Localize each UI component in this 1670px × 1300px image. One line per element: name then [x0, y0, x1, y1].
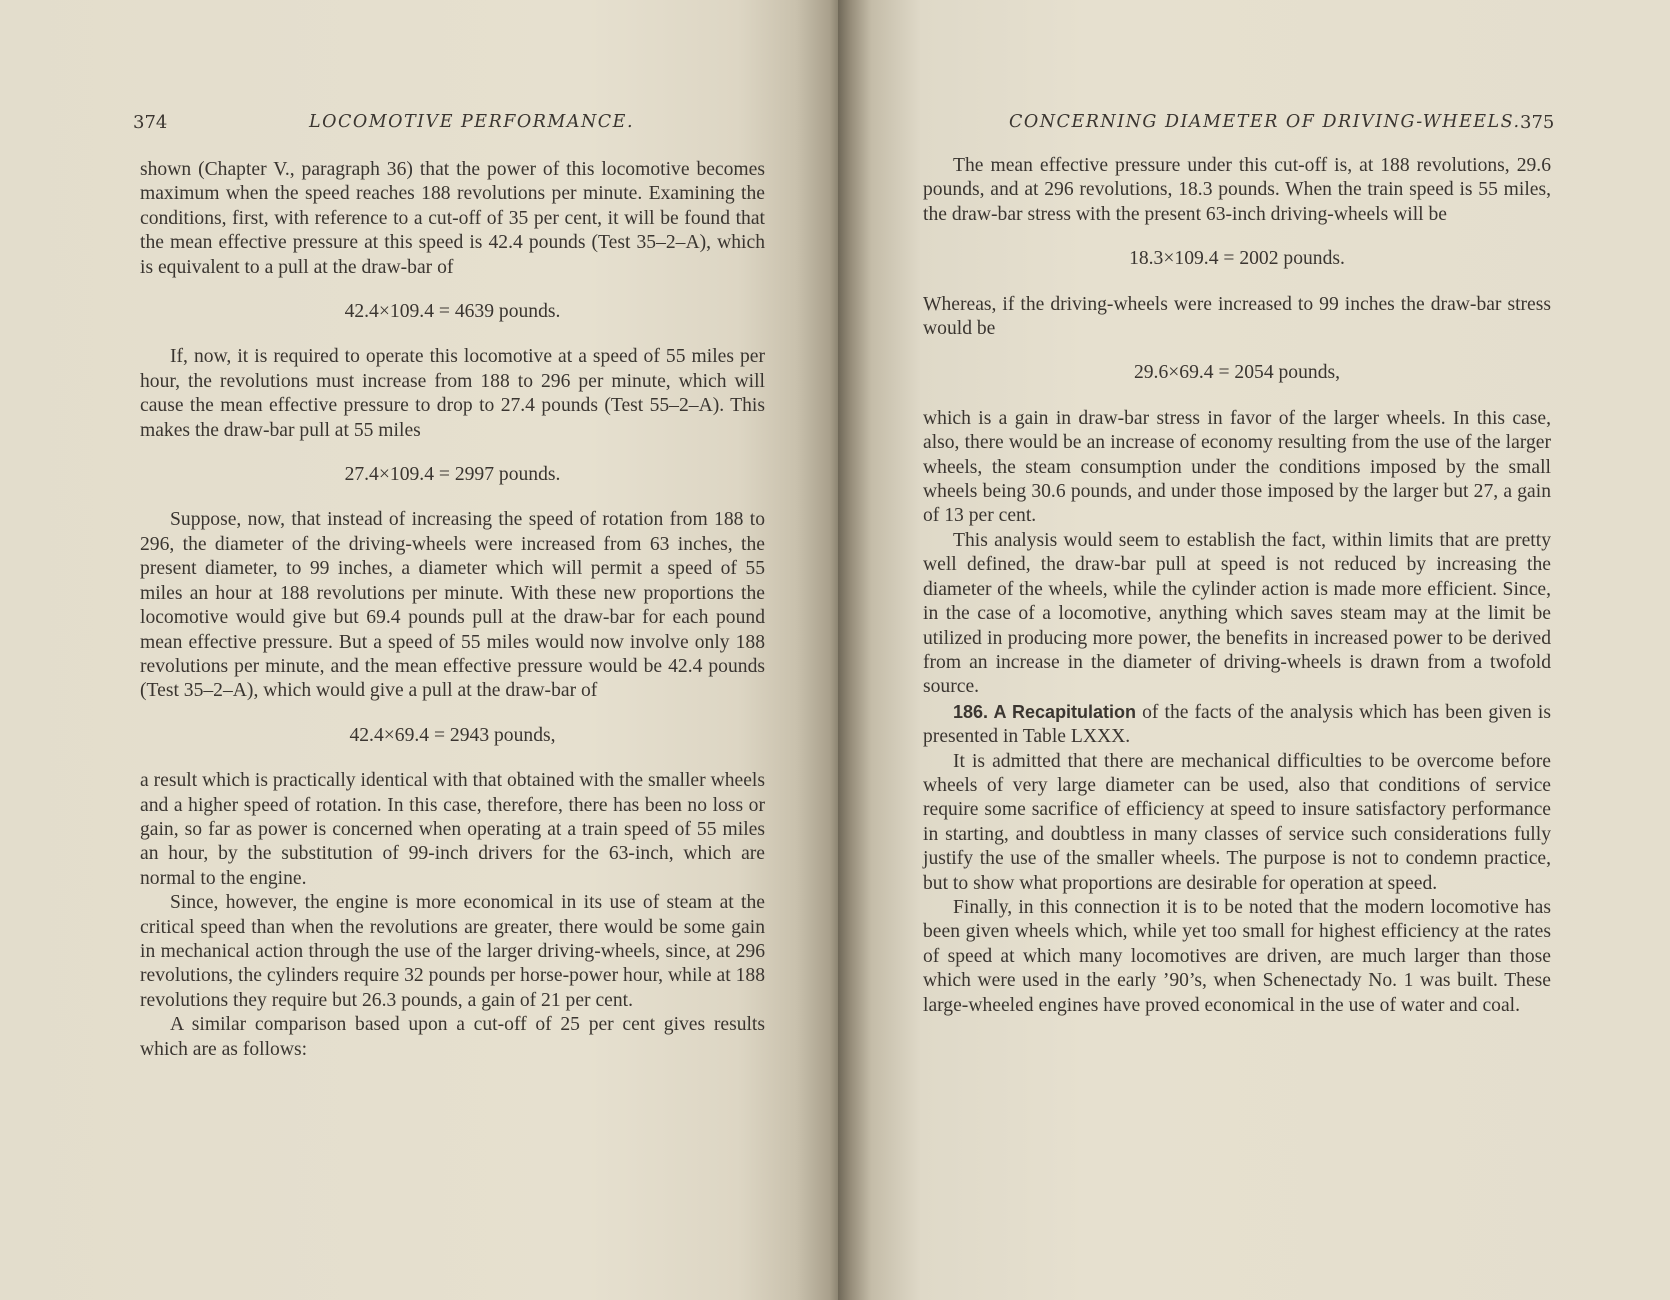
body-text [923, 154, 1551, 1018]
equation: 29.6×69.4 = 2054 pounds, [1133, 362, 1341, 384]
body-text [140, 158, 765, 1062]
section-paragraph [923, 700, 1551, 750]
equation: 42.4×109.4 = 4639 pounds. [344, 301, 561, 323]
paragraph: A similar comparison based upon a cut-off of 25 per cent gives results which are as follows: [140, 1014, 765, 1060]
page-number: 374 [133, 112, 168, 133]
paragraph: Suppose, now, that instead of increasing the speed of rotation from 188 to 296, the diameter of the driving-wheels were increased from 63 inches, the present diameter, to 99 inches, a diameter which will permit a speed of 55 miles an hour at 188 revolutions per minute. With these new proportions the locomotive would give but 69.4 pounds pull at the draw-bar for each pound mean effective pressure. But a speed of 55 miles would now involve only 188 revolutions per minute, and the mean effective pressure would be 42.4 pounds (Test 35–2–A), which would give a pull at the draw-bar of [140, 509, 765, 702]
paragraph: It is admitted that there are mechanical difficulties to be overcome before wheels of very large diameter can be used, also that conditions of service require some sacrifice of efficiency at speed to insure satisfactory performance in starting, and doubtless in many classes of service such considerations fully justify the use of the smaller wheels. The purpose is not to condemn practice, but to show what proportions are desirable for operation at speed. [923, 750, 1551, 894]
running-header: LOCOMOTIVE PERFORMANCE. [309, 112, 635, 132]
paragraph: Whereas, if the driving-wheels were increased to 99 inches the draw-bar stress would be [923, 293, 1551, 340]
paragraph: This analysis would seem to establish the fact, within limits that are pretty well defined, the draw-bar pull at speed is not reduced by increasing the diameter of the wheels, while the cylinder action is made more efficient. Since, in the case of a locomotive, anything which saves steam may at the limit be utilized in producing more power, the benefits in increased power to be derived from an increase in the diameter of driving-wheels is drawn from a twofold source. [923, 529, 1551, 698]
paragraph: a result which is practically identical with that obtained with the smaller wheels and a higher speed of rotation. In this case, therefore, there has been no loss or gain, so far as power is concerned when operating at a train speed of 55 miles an hour, by the substitution of 99-inch drivers for the 63-inch, which are normal to the engine. [140, 770, 765, 889]
running-header: CONCERNING DIAMETER OF DRIVING-WHEELS. [1009, 112, 1521, 132]
section-text: of the facts of the analysis which has been given is presented in Table LXXX. [923, 701, 1551, 748]
equation: 18.3×109.4 = 2002 pounds. [1129, 248, 1345, 270]
page-number: 375 [1520, 112, 1555, 133]
equation: 42.4×69.4 = 2943 pounds, [349, 724, 556, 746]
paragraph: Since, however, the engine is more economical in its use of steam at the critical speed than when the revolutions are greater, there would be some gain in mechanical action through the use of the larger driving-wheels, since, at 296 revolutions, the cylinders require 32 pounds per horse-power hour, while at 188 revolutions they require but 26.3 pounds, a gain of 21 per cent. [140, 892, 765, 1011]
section-heading: 186. A Recapitulation [953, 701, 1137, 722]
paragraph: which is a gain in draw-bar stress in favor of the larger wheels. In this case, also, there would be an increase of economy resulting from the use of the larger wheels, the steam consumption under the conditions imposed by the small wheels being 30.6 pounds, and under those imposed by the larger but 27, a gain of 13 per cent. [923, 407, 1551, 527]
paragraph: shown (Chapter V., paragraph 36) that the power of this locomotive becomes maximum when the speed reaches 188 revolutions per minute. Examining the conditions, first, with reference to a cut-off of 35 per cent, it will be found that the mean effective pressure at this speed is 42.4 pounds (Test 35–2–A), which is equivalent to a pull at the draw-bar of [140, 159, 765, 278]
equation: 27.4×109.4 = 2997 pounds. [344, 464, 561, 486]
right-page [838, 0, 1670, 1300]
paragraph: The mean effective pressure under this cut-off is, at 188 revolutions, 29.6 pounds, and at 296 revolutions, 18.3 pounds. When the train speed is 55 miles, the draw-bar stress with the present 63-inch driving-wheels will be [923, 155, 1551, 225]
paragraph: Finally, in this connection it is to be noted that the modern locomotive has been given wheels which, while yet too small for highest efficiency at the rates of speed at which many locomotives are driven, are much larger than those which were used in the early ’90’s, when Schenectady No. 1 was built. These large-wheeled engines have proved economical in the use of water and coal. [923, 896, 1551, 1016]
paragraph: If, now, it is required to operate this locomotive at a speed of 55 miles per hour, the revolutions must increase from 188 to 296 per minute, which will cause the mean effective pressure to drop to 27.4 pounds (Test 55–2–A). This makes the draw-bar pull at 55 miles [140, 346, 765, 441]
